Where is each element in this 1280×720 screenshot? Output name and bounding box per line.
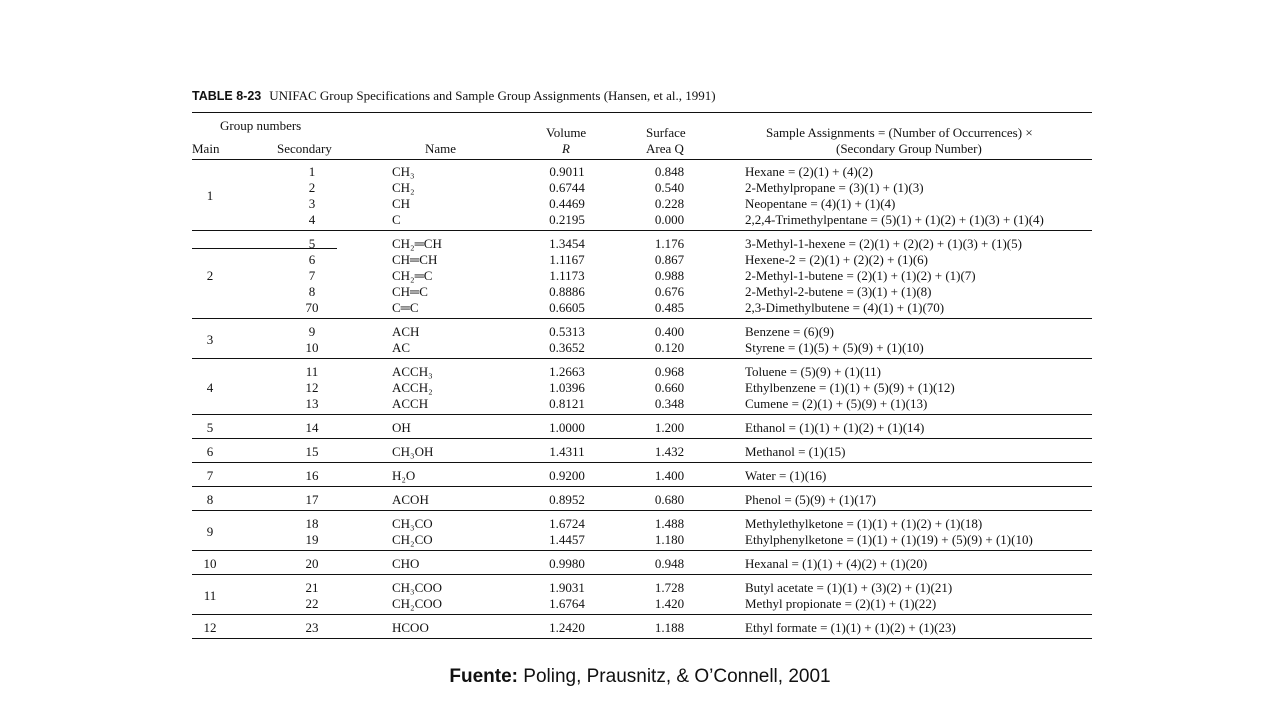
surface-area-q: 0.000 [654, 212, 685, 227]
header-surface: Surface [646, 125, 686, 140]
sample-assignment: 3-Methyl-1-hexene = (2)(1) + (2)(2) + (1)(3) + (1)(5) [745, 236, 1022, 251]
secondary-group-number: 13 [305, 396, 319, 411]
group-separator [192, 358, 1092, 359]
header-assignments-sub: (Secondary Group Number) [836, 141, 982, 156]
group-name: ACCH₂ [392, 380, 433, 395]
surface-area-q: 0.485 [654, 300, 685, 315]
surface-area-q: 1.180 [654, 532, 685, 547]
sample-assignment: Ethylbenzene = (1)(1) + (5)(9) + (1)(12) [745, 380, 955, 395]
secondary-group-number: 21 [305, 580, 319, 595]
table-title: UNIFAC Group Specifications and Sample Group Assignments (Hansen, et al., 1991) [269, 88, 716, 103]
group-name: CH═C [392, 284, 428, 299]
secondary-group-number: 14 [305, 420, 319, 435]
volume-r: 0.6605 [549, 300, 585, 315]
surface-area-q: 0.120 [654, 340, 685, 355]
surface-area-q: 1.488 [654, 516, 685, 531]
volume-r: 1.2663 [549, 364, 585, 379]
secondary-group-number: 15 [305, 444, 319, 459]
group-name: CH═CH [392, 252, 438, 267]
sample-assignment: 2,2,4-Trimethylpentane = (5)(1) + (1)(2) + (1)(3) + (1)(4) [745, 212, 1044, 227]
group-name: CH₂═CH [392, 236, 442, 251]
surface-area-q: 0.867 [654, 252, 685, 267]
surface-area-q: 1.400 [654, 468, 685, 483]
secondary-group-number: 6 [308, 252, 316, 267]
main-group-number: 9 [206, 524, 214, 539]
secondary-group-number: 23 [305, 620, 319, 635]
surface-area-q: 1.420 [654, 596, 685, 611]
table-caption [192, 88, 716, 104]
source-label: Fuente: [449, 666, 518, 687]
secondary-group-number: 8 [308, 284, 316, 299]
header-secondary: Secondary [277, 141, 332, 156]
volume-r: 0.3652 [549, 340, 585, 355]
group-separator [192, 486, 1092, 487]
main-group-number: 10 [203, 556, 217, 571]
group-name: CHO [392, 556, 420, 571]
sample-assignment: Water = (1)(16) [745, 468, 827, 483]
sample-assignment: Benzene = (6)(9) [745, 324, 834, 339]
sample-assignment: 2-Methyl-2-butene = (3)(1) + (1)(8) [745, 284, 932, 299]
main-group-number: 11 [203, 588, 217, 603]
volume-r: 1.1173 [549, 268, 585, 283]
table-number: TABLE 8-23 [192, 89, 262, 103]
volume-r: 1.6724 [549, 516, 585, 531]
group-name: C═C [392, 300, 419, 315]
surface-area-q: 0.848 [654, 164, 685, 179]
main-group-number: 6 [206, 444, 214, 459]
secondary-group-number: 4 [308, 212, 316, 227]
group-name: ACH [392, 324, 420, 339]
header-rule [192, 159, 1092, 160]
group-separator [192, 414, 1092, 415]
source-text: Poling, Prausnitz, & O’Connell, 2001 [523, 666, 831, 687]
header-group-numbers: Group numbers [220, 118, 302, 133]
secondary-group-number: 5 [308, 236, 316, 251]
main-group-number: 8 [206, 492, 214, 507]
group-name: HCOO [392, 620, 429, 635]
surface-area-q: 0.948 [654, 556, 685, 571]
main-group-number: 3 [206, 332, 214, 347]
group-name: H₂O [392, 468, 416, 483]
surface-area-q: 0.660 [654, 380, 685, 395]
sample-assignment: Methanol = (1)(15) [745, 444, 846, 459]
group-separator [192, 318, 1092, 319]
volume-r: 0.9011 [549, 164, 585, 179]
surface-area-q: 0.988 [654, 268, 685, 283]
volume-r: 0.9200 [549, 468, 585, 483]
sample-assignment: Methyl propionate = (2)(1) + (1)(22) [745, 596, 937, 611]
header-surface-q: Area Q [646, 141, 684, 156]
group-name: OH [392, 420, 411, 435]
group-separator [192, 438, 1092, 439]
sample-assignment: 2-Methyl-1-butene = (2)(1) + (1)(2) + (1)(7) [745, 268, 976, 283]
main-group-number: 4 [206, 380, 214, 395]
secondary-group-number: 9 [308, 324, 316, 339]
sample-assignment: Ethylphenylketone = (1)(1) + (1)(19) + (5)(9) + (1)(10) [745, 532, 1033, 547]
volume-r: 0.2195 [549, 212, 585, 227]
sample-assignment: Phenol = (5)(9) + (1)(17) [745, 492, 876, 507]
header-volume: Volume [546, 125, 587, 140]
main-group-number: 2 [206, 268, 214, 283]
volume-r: 0.8121 [549, 396, 585, 411]
main-group-number: 12 [203, 620, 217, 635]
volume-r: 1.3454 [549, 236, 585, 251]
volume-r: 1.4457 [549, 532, 585, 547]
sample-assignment: Ethyl formate = (1)(1) + (1)(2) + (1)(23) [745, 620, 956, 635]
group-separator [192, 574, 1092, 575]
sample-assignment: Hexane = (2)(1) + (4)(2) [745, 164, 873, 179]
secondary-group-number: 22 [305, 596, 319, 611]
unifac-table [192, 112, 1092, 639]
group-separator [192, 614, 1092, 615]
secondary-group-number: 7 [308, 268, 316, 283]
surface-area-q: 0.968 [654, 364, 685, 379]
table-top-rule [192, 112, 1092, 113]
group-name: CH₂CO [392, 532, 433, 547]
secondary-group-number: 16 [305, 468, 319, 483]
group-name: C [392, 212, 401, 227]
volume-r: 1.0000 [549, 420, 585, 435]
sample-assignment: Ethanol = (1)(1) + (1)(2) + (1)(14) [745, 420, 925, 435]
volume-r: 0.8952 [549, 492, 585, 507]
secondary-group-number: 70 [305, 300, 319, 315]
group-name: CH [392, 196, 411, 211]
surface-area-q: 0.676 [654, 284, 685, 299]
sample-assignment: Methylethylketone = (1)(1) + (1)(2) + (1)(18) [745, 516, 983, 531]
volume-r: 0.4469 [549, 196, 585, 211]
sample-assignment: Cumene = (2)(1) + (5)(9) + (1)(13) [745, 396, 928, 411]
group-name: CH₂ [392, 180, 415, 195]
volume-r: 0.9980 [549, 556, 585, 571]
volume-r: 1.4311 [549, 444, 585, 459]
main-group-number: 5 [206, 420, 214, 435]
secondary-group-number: 11 [305, 364, 319, 379]
surface-area-q: 1.200 [654, 420, 685, 435]
header-assignments: Sample Assignments = (Number of Occurrences) × [766, 125, 1033, 140]
header-name: Name [425, 141, 457, 156]
group-name: ACCH [392, 396, 429, 411]
header-volume-r: R [562, 141, 570, 156]
group-separator [192, 230, 1092, 231]
surface-area-q: 0.540 [654, 180, 685, 195]
surface-area-q: 1.432 [654, 444, 685, 459]
sample-assignment: Styrene = (1)(5) + (5)(9) + (1)(10) [745, 340, 924, 355]
surface-area-q: 0.348 [654, 396, 685, 411]
group-name: AC [392, 340, 411, 355]
secondary-group-number: 3 [308, 196, 316, 211]
surface-area-q: 0.228 [654, 196, 685, 211]
group-separator [192, 550, 1092, 551]
group-name: ACOH [392, 492, 429, 507]
main-group-number: 1 [206, 188, 214, 203]
volume-r: 0.5313 [549, 324, 585, 339]
surface-area-q: 0.680 [654, 492, 685, 507]
group-separator [192, 510, 1092, 511]
secondary-group-number: 18 [305, 516, 319, 531]
group-separator [192, 462, 1092, 463]
group-name: CH₂═C [392, 268, 433, 283]
secondary-group-number: 10 [305, 340, 319, 355]
sample-assignment: Neopentane = (4)(1) + (1)(4) [745, 196, 896, 211]
sample-assignment: Hexene-2 = (2)(1) + (2)(2) + (1)(6) [745, 252, 928, 267]
group-name: CH₃CO [392, 516, 433, 531]
volume-r: 1.0396 [549, 380, 585, 395]
volume-r: 0.8886 [549, 284, 585, 299]
group-name: CH₂COO [392, 596, 443, 611]
group-name: CH₃OH [392, 444, 434, 459]
group-separator [192, 638, 1092, 639]
secondary-group-number: 1 [308, 164, 316, 179]
source-citation [0, 666, 1280, 688]
sample-assignment: 2,3-Dimethylbutene = (4)(1) + (1)(70) [745, 300, 945, 315]
surface-area-q: 0.400 [654, 324, 685, 339]
group-name: CH₃COO [392, 580, 443, 595]
volume-r: 1.6764 [549, 596, 585, 611]
main-group-number: 7 [206, 468, 214, 483]
volume-r: 1.9031 [549, 580, 585, 595]
sample-assignment: Hexanal = (1)(1) + (4)(2) + (1)(20) [745, 556, 928, 571]
secondary-group-number: 17 [305, 492, 319, 507]
secondary-group-number: 20 [305, 556, 319, 571]
sample-assignment: Toluene = (5)(9) + (1)(11) [745, 364, 881, 379]
secondary-group-number: 19 [305, 532, 319, 547]
surface-area-q: 1.176 [654, 236, 685, 251]
group-name: CH₃ [392, 164, 415, 179]
group-name: ACCH₃ [392, 364, 433, 379]
volume-r: 1.2420 [549, 620, 585, 635]
surface-area-q: 1.728 [654, 580, 685, 595]
sample-assignment: 2-Methylpropane = (3)(1) + (1)(3) [745, 180, 924, 195]
volume-r: 1.1167 [549, 252, 585, 267]
secondary-group-number: 2 [308, 180, 316, 195]
sample-assignment: Butyl acetate = (1)(1) + (3)(2) + (1)(21) [745, 580, 953, 595]
header-main: Main [192, 141, 220, 156]
surface-area-q: 1.188 [654, 620, 685, 635]
secondary-group-number: 12 [305, 380, 319, 395]
volume-r: 0.6744 [549, 180, 585, 195]
